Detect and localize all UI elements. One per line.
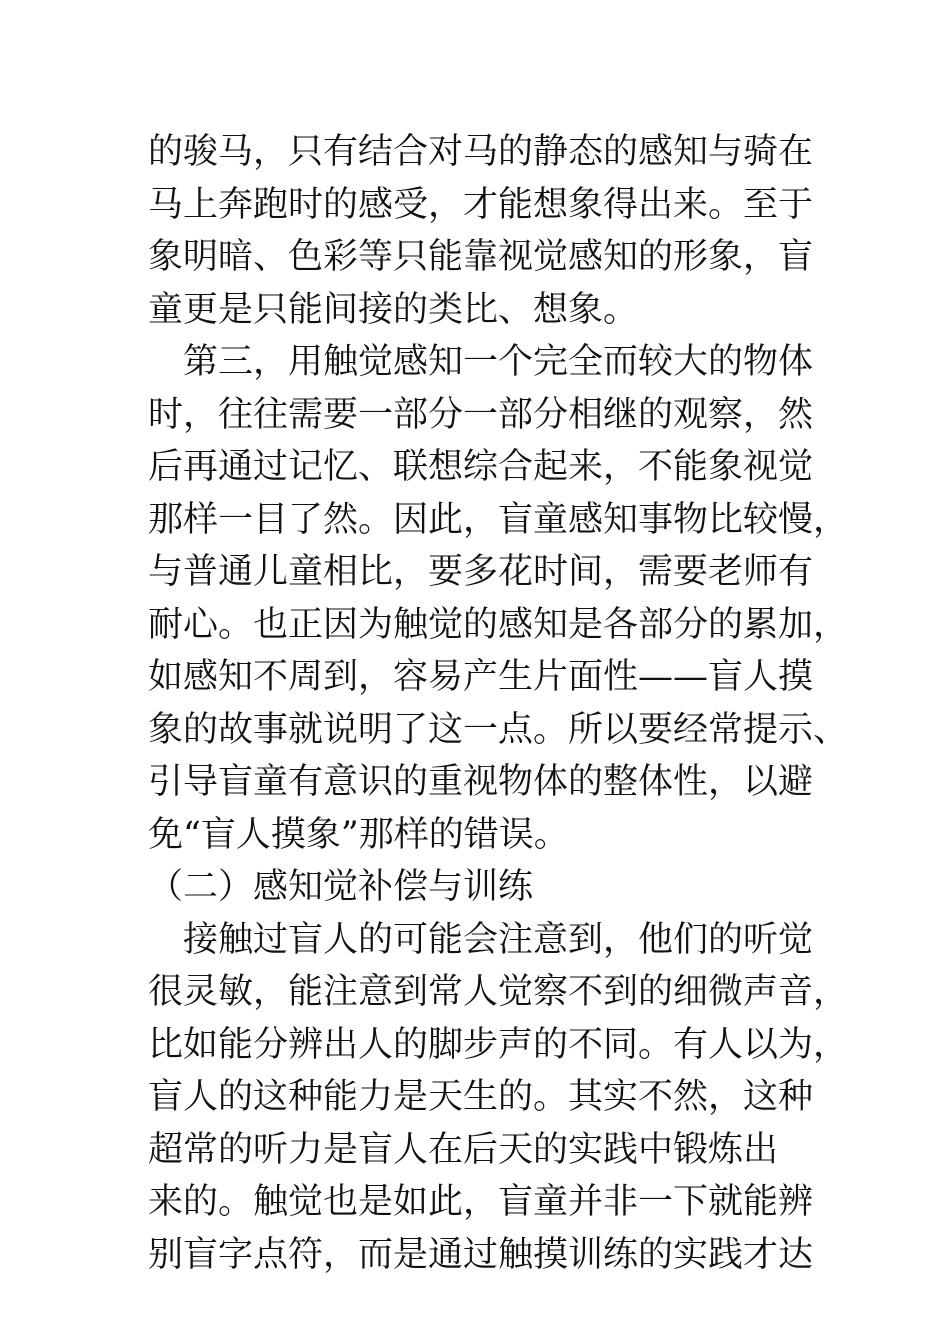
text-line: 如感知不周到，容易产生片面性——盲人摸 [148, 657, 814, 697]
text-line: 马上奔跑时的感受，才能想象得出来。至于 [148, 184, 814, 225]
body-text [148, 126, 849, 1281]
text-line: 与普通儿童相比，要多花时间，需要老师有 [148, 552, 814, 592]
text-line: 第三，用触觉感知一个完全而较大的物体 [183, 342, 814, 382]
text-line: 别盲字点符，而是通过触摸训练的实践才达 [148, 1234, 814, 1275]
text-line: 很灵敏，能注意到常人觉察不到的细微声音， [148, 972, 849, 1012]
text-line: 引导盲童有意识的重视物体的整体性，以避 [148, 762, 814, 802]
text-line: 超常的听力是盲人在后天的实践中锻炼出 [148, 1129, 779, 1170]
text-line: 后再通过记忆、联想综合起来，不能象视觉 [148, 447, 814, 487]
text-line: 的骏马，只有结合对马的静态的感知与骑在 [148, 132, 814, 172]
section-heading: （二）感知觉补偿与训练 [148, 867, 534, 907]
text-line: 比如能分辨出人的脚步声的不同。有人以为， [148, 1024, 849, 1065]
text-line: 童更是只能间接的类比、想象。 [148, 289, 639, 330]
text-line: 来的。触觉也是如此，盲童并非一下就能辨 [148, 1182, 814, 1222]
text-line: 盲人的这种能力是天生的。其实不然，这种 [148, 1077, 814, 1117]
text-line: 时，往往需要一部分一部分相继的观察，然 [148, 394, 814, 435]
text-line: 象的故事就说明了这一点。所以要经常提示、 [148, 709, 849, 750]
text-line: 接触过盲人的可能会注意到，他们的听觉 [183, 919, 814, 960]
text-line: 耐心。也正因为触觉的感知是各部分的累加， [148, 604, 849, 645]
text-line: 那样一目了然。因此，盲童感知事物比较慢， [148, 499, 849, 540]
text-line: 免“盲人摸象”那样的错误。 [148, 814, 569, 855]
text-line: 象明暗、色彩等只能靠视觉感知的形象，盲 [148, 237, 814, 277]
